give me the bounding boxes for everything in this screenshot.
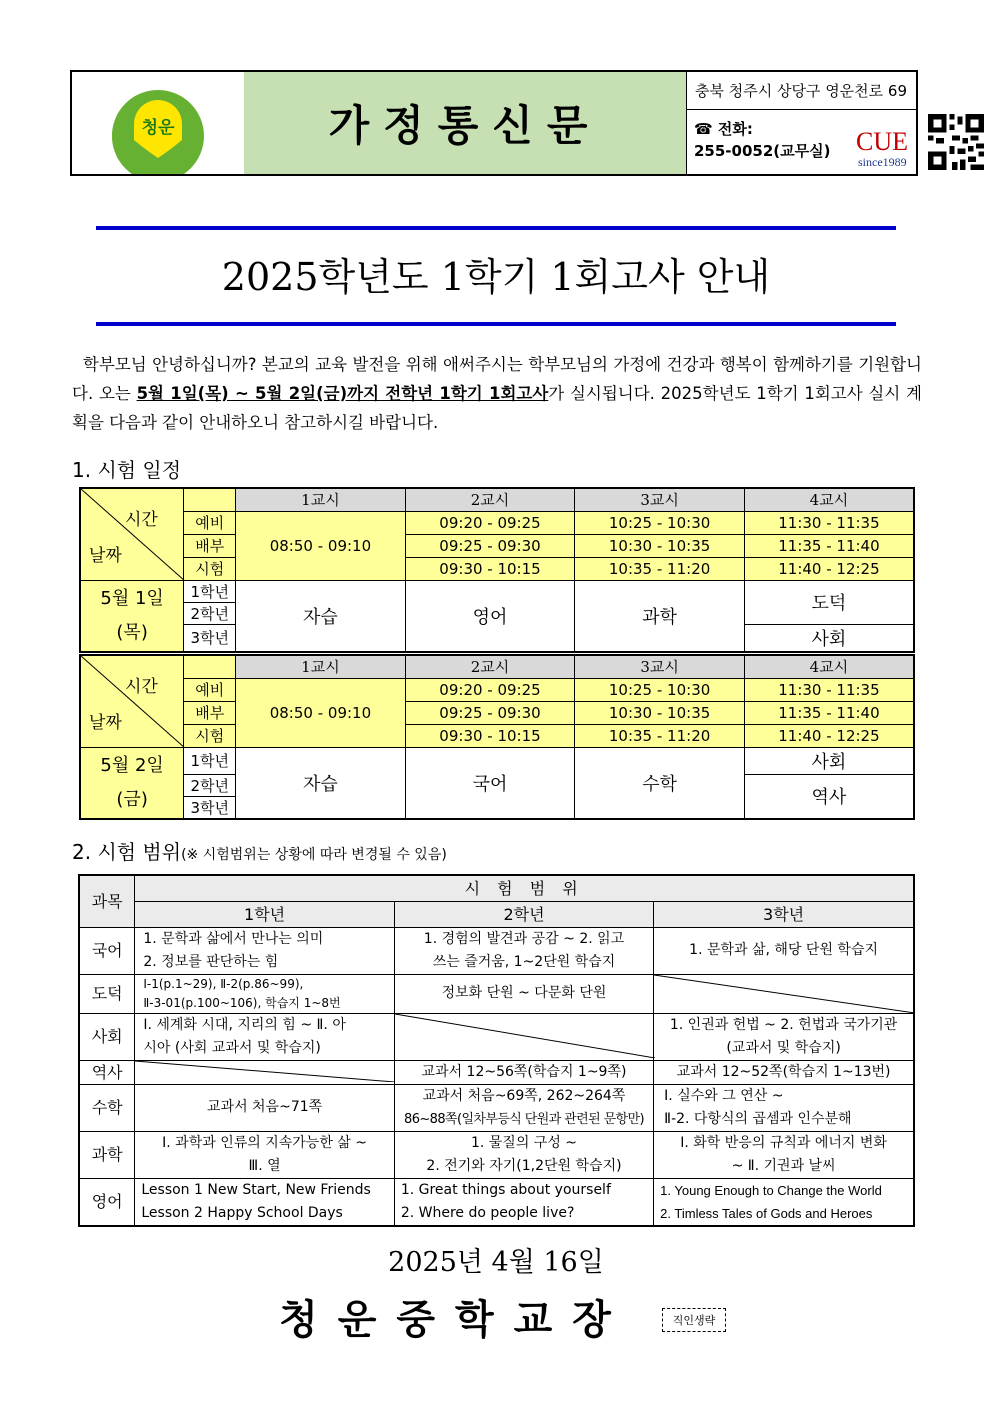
period4-subject: 역사: [744, 774, 914, 819]
time-label: 시간: [125, 677, 158, 697]
date-label: 날짜: [89, 713, 122, 733]
logo-text: 청운: [141, 118, 175, 138]
empty-range-cell: [135, 1060, 394, 1084]
diagonal-line: [395, 1014, 655, 1058]
time-cell: 10:35 - 11:20: [575, 724, 745, 747]
section-2-note: (※ 시험범위는 상황에 따라 변경될 수 있음): [181, 847, 447, 863]
letterhead: [70, 70, 918, 176]
intro-paragraph: [72, 350, 922, 437]
principal-signature: 청운중학교장: [279, 1296, 631, 1343]
page-title: 2025학년도 1학기 1회고사 안내: [221, 255, 771, 299]
range-line: 쓰는 즐거움, 1~2단원 학습지: [432, 953, 616, 970]
qr-code-icon[interactable]: [928, 114, 984, 170]
school-logo: [72, 72, 244, 174]
subject-name: 역사: [79, 1060, 135, 1084]
tel-number: 255-0052(교무실): [694, 142, 831, 160]
subject-name: 수학: [79, 1084, 135, 1131]
period2-subject: 영어: [405, 580, 575, 652]
exam-date: [80, 580, 184, 652]
section-2-heading: 2. 시험 범위: [72, 840, 182, 864]
period1-subject: 자습: [236, 747, 406, 819]
school-address: 충북 청주시 상당구 영운천로 69: [686, 72, 916, 110]
empty-range-cell: [654, 974, 914, 1013]
range-cell: [654, 1178, 914, 1226]
row-label: 시험: [184, 557, 236, 580]
period-header: 1교시: [236, 655, 406, 678]
issue-date: 2025년 4월 16일: [388, 1247, 604, 1278]
title-rule-bottom: [96, 322, 896, 326]
subject-name: 도덕: [79, 974, 135, 1013]
time-cell: 09:25 - 09:30: [405, 534, 575, 557]
range-cell: [135, 1013, 394, 1060]
range-cell: 교과서 12~52쪽(학습지 1~13번): [654, 1060, 914, 1084]
range-line: 2. Where do people live?: [400, 1204, 575, 1221]
grade-label: 2학년: [184, 774, 236, 796]
subject-name: 영어: [79, 1178, 135, 1226]
range-line: (교과서 및 학습지): [726, 1039, 841, 1056]
row-label: 예비: [184, 511, 236, 534]
exam-weekday: (목): [116, 621, 148, 643]
range-cell: [135, 927, 394, 974]
time-cell: 11:30 - 11:35: [744, 678, 914, 701]
range-line: Ⅰ. 세계화 시대, 지리의 힘 ~ Ⅱ. 아: [143, 1016, 346, 1033]
diagonal-line: [81, 489, 185, 581]
range-line: Ⅰ. 화학 반응의 규칙과 에너지 변화: [680, 1134, 887, 1151]
cue-since: since1989: [858, 155, 907, 168]
time-cell: 09:30 - 10:15: [405, 724, 575, 747]
time-date-header: [80, 488, 184, 580]
exam-date: [80, 747, 184, 819]
time-cell: 10:30 - 10:35: [575, 701, 745, 724]
exam-date-day: 5월 2일: [100, 754, 164, 776]
range-line: 1. 물질의 구성 ~: [470, 1134, 578, 1151]
period4-subject: 사회: [744, 747, 914, 774]
period-header: 3교시: [575, 488, 745, 511]
range-cell: [394, 927, 653, 974]
range-line: Ⅰ. 실수와 그 연산 ~: [664, 1087, 784, 1104]
time-cell: 09:20 - 09:25: [405, 511, 575, 534]
period3-subject: 과학: [575, 580, 745, 652]
period3-subject: 수학: [575, 747, 745, 819]
range-cell: 교과서 12~56쪽(학습지 1~9쪽): [394, 1060, 653, 1084]
time-cell: 11:30 - 11:35: [744, 511, 914, 534]
period-header: 3교시: [575, 655, 745, 678]
diagonal-line: [654, 975, 915, 1013]
range-cell: [394, 1178, 653, 1226]
schedule-table-day2: [79, 654, 915, 820]
time-cell: 10:25 - 10:30: [575, 511, 745, 534]
grade-header: 3학년: [654, 901, 914, 927]
grade-header: 1학년: [135, 901, 394, 927]
range-line: Lesson 2 Happy School Days: [141, 1204, 343, 1221]
grade-label: 1학년: [184, 580, 236, 602]
intro-highlight: 5월 1일(목) ~ 5월 2일(금)까지 전학년 1학기 1회고사: [136, 384, 549, 403]
row-label: 배부: [184, 701, 236, 724]
grade-label: 3학년: [184, 796, 236, 819]
range-line: 2. 정보를 판단하는 힘: [143, 953, 279, 970]
row-label: 시험: [184, 724, 236, 747]
date-label: 날짜: [89, 546, 122, 566]
intro-text-1: 학부모님 안녕하십니까? 본교의 교육 발전을 위해 애써주시는 학부모님의 가정에 건강과 행복이 함께하기를 기원합니다. 오는: [72, 355, 922, 403]
range-cell: [654, 1084, 914, 1131]
grade-label: 3학년: [184, 624, 236, 652]
period1-time: 08:50 - 09:10: [236, 511, 406, 580]
range-line: 2. Timless Tales of Gods and Heroes: [660, 1205, 873, 1221]
time-date-header: [80, 655, 184, 747]
range-line: Ⅱ-2. 다항식의 곱셈과 인수분해: [664, 1110, 852, 1127]
range-cell: [394, 1084, 653, 1131]
subject-name: 사회: [79, 1013, 135, 1060]
row-label: 예비: [184, 678, 236, 701]
time-cell: 11:35 - 11:40: [744, 701, 914, 724]
diagonal-line: [135, 1061, 395, 1082]
time-cell: 10:30 - 10:35: [575, 534, 745, 557]
range-line: ~ Ⅱ. 기권과 날씨: [731, 1157, 836, 1174]
range-line: Ⅰ-1(p.1~29), Ⅱ-2(p.86~99),: [143, 976, 304, 991]
section-1-title: 1. 시험 일정: [72, 458, 182, 482]
tel-label: ☎ 전화:: [694, 120, 753, 138]
subject-header: 과목: [79, 875, 135, 927]
exam-date-day: 5월 1일: [100, 587, 164, 609]
range-line: Lesson 1 New Start, New Friends: [141, 1181, 371, 1198]
header-blank: [184, 655, 236, 678]
school-logo-cell: [72, 72, 245, 174]
range-cell: [654, 1013, 914, 1060]
range-line: 시아 (사회 교과서 및 학습지): [143, 1039, 321, 1056]
range-line: 1. 문학과 삶에서 만나는 의미: [143, 930, 324, 947]
period-header: 4교시: [744, 655, 914, 678]
range-line: 1. Great things about yourself: [400, 1181, 611, 1198]
range-line: Ⅱ-3-01(p.100~106), 학습지 1~8번: [143, 995, 341, 1010]
grade-label: 1학년: [184, 747, 236, 774]
letter-title: 가정통신문: [244, 72, 687, 174]
range-cell: [135, 1131, 394, 1178]
row-label: 배부: [184, 534, 236, 557]
seal-omitted-note: 직인생략: [662, 1308, 726, 1332]
time-cell: 11:40 - 12:25: [744, 724, 914, 747]
range-line: 교과서 처음~69쪽, 262~264쪽: [422, 1087, 626, 1104]
period4-subject: 사회: [744, 624, 914, 652]
contact-info: [694, 118, 830, 162]
period-header: 4교시: [744, 488, 914, 511]
title-rule-top: [96, 226, 896, 230]
empty-range-cell: [394, 1013, 653, 1060]
time-cell: 10:25 - 10:30: [575, 678, 745, 701]
grade-label: 2학년: [184, 602, 236, 624]
range-cell: [135, 1178, 394, 1226]
period-header: 1교시: [236, 488, 406, 511]
time-cell: 09:30 - 10:15: [405, 557, 575, 580]
range-cell: [394, 1131, 653, 1178]
range-line: Ⅲ. 열: [248, 1157, 281, 1174]
header-blank: [184, 488, 236, 511]
exam-weekday: (금): [116, 788, 148, 810]
time-label: 시간: [125, 510, 158, 530]
period-header: 2교시: [405, 655, 575, 678]
grade-header: 2학년: [394, 901, 653, 927]
range-cell: [135, 974, 394, 1013]
range-cell: 정보화 단원 ~ 다문화 단원: [394, 974, 653, 1013]
range-header: 시 험 범 위: [135, 875, 914, 901]
period-header: 2교시: [405, 488, 575, 511]
period1-time: 08:50 - 09:10: [236, 678, 406, 747]
time-cell: 09:20 - 09:25: [405, 678, 575, 701]
schedule-table-day1: [79, 487, 915, 653]
time-cell: 11:35 - 11:40: [744, 534, 914, 557]
period1-subject: 자습: [236, 580, 406, 652]
range-line: 2. 전기와 자기(1,2단원 학습지): [426, 1157, 622, 1174]
time-cell: 10:35 - 11:20: [575, 557, 745, 580]
intro-text-2: 가 실시됩니다. 2025학년도 1학기 1회고사 실시 계획을 다음과 같이 안내하오니 참고하시길 바랍니다.: [72, 384, 922, 432]
range-cell: 교과서 처음~71쪽: [135, 1084, 394, 1131]
range-line: Ⅰ. 과학과 인류의 지속가능한 삶 ~: [162, 1134, 368, 1151]
subject-name: 국어: [79, 927, 135, 974]
time-cell: 11:40 - 12:25: [744, 557, 914, 580]
range-line: 1. 인권과 헌법 ~ 2. 헌법과 국가기관: [669, 1016, 898, 1033]
period4-subject: 도덕: [744, 580, 914, 624]
range-line: 1. Young Enough to Change the World: [660, 1182, 882, 1198]
cue-text: CUE: [856, 127, 908, 156]
period2-subject: 국어: [405, 747, 575, 819]
range-cell: [654, 1131, 914, 1178]
range-line: 86~88쪽(일차부등식 단원과 관련된 문항만): [404, 1111, 644, 1127]
range-cell: 1. 문학과 삶, 해당 단원 학습지: [654, 927, 914, 974]
time-cell: 09:25 - 09:30: [405, 701, 575, 724]
range-line: 1. 경험의 발견과 공감 ~ 2. 읽고: [423, 930, 625, 947]
diagonal-line: [81, 656, 185, 748]
exam-range-table: [78, 874, 915, 1227]
section-2-title: [72, 836, 447, 865]
subject-name: 과학: [79, 1131, 135, 1178]
cue-logo: [854, 120, 926, 168]
